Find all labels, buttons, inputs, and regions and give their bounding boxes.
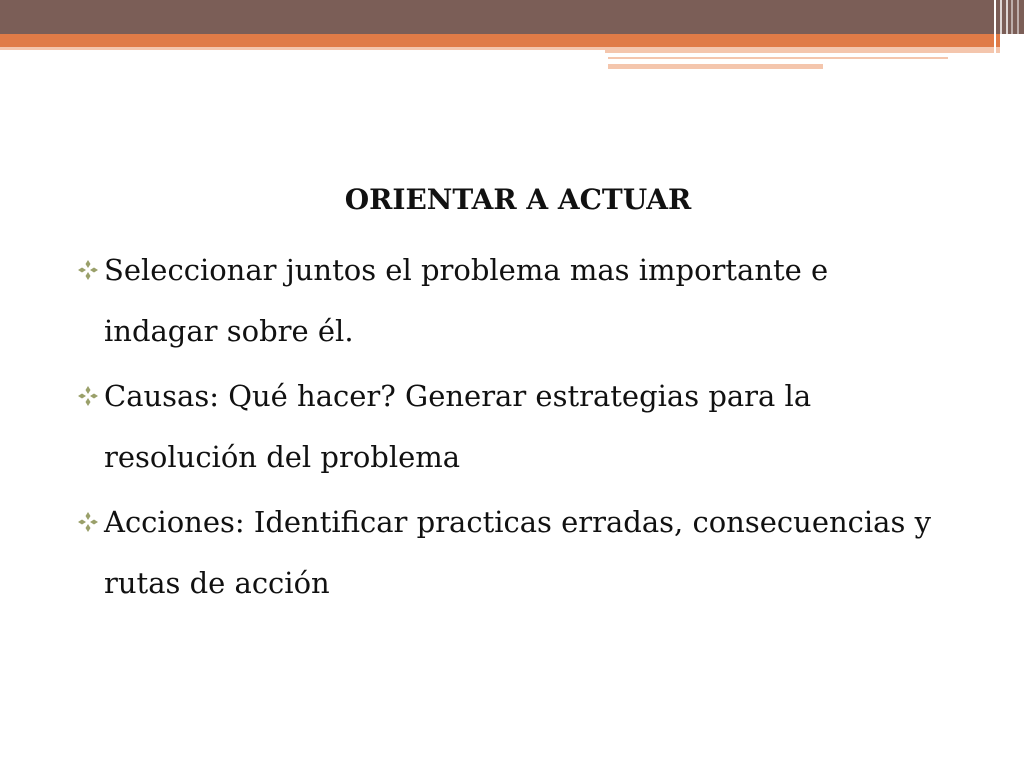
diamond-bullet-icon — [76, 384, 100, 408]
bullet-list — [76, 240, 936, 618]
diamond-bullet-icon — [76, 510, 100, 534]
bullet-item — [76, 240, 936, 362]
bullet-text: Causas: Qué hacer? Generar estrategias para la resolución del problema — [104, 379, 812, 474]
bullet-item — [76, 366, 936, 488]
bullet-item — [76, 492, 936, 614]
bullet-text: Acciones: Identificar practicas erradas, consecuencias y rutas de acción — [104, 505, 931, 600]
diamond-bullet-icon — [76, 258, 100, 282]
slide-title: ORIENTAR A ACTUAR — [344, 183, 692, 216]
bullet-text: Seleccionar juntos el problema mas importante e indagar sobre él. — [104, 253, 829, 348]
